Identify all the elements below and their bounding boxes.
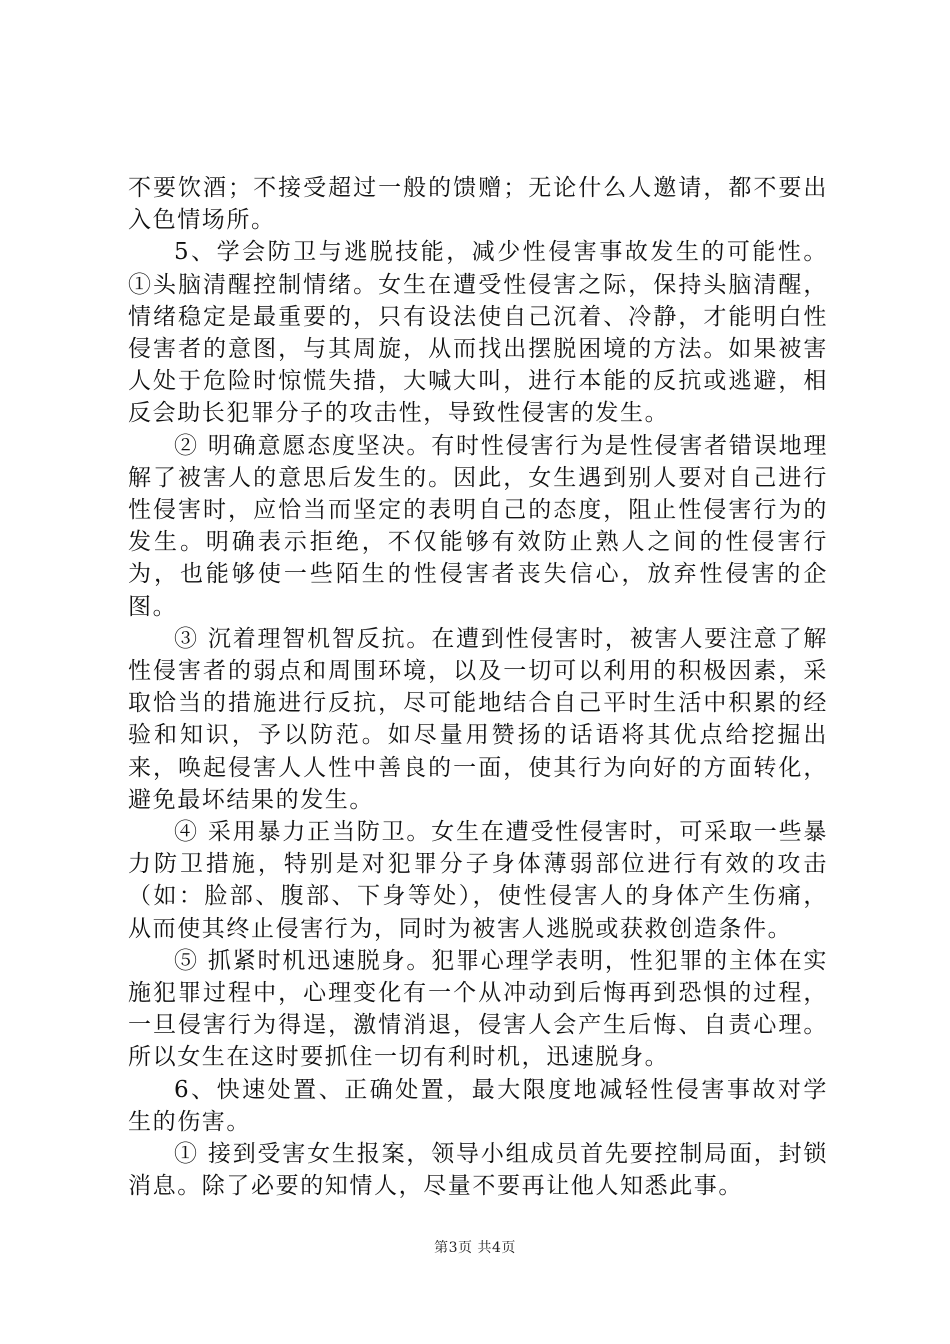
- paragraph-2: 5、学会防卫与逃脱技能，减少性侵害事故发生的可能性。①头脑清醒控制情绪。女生在遭受性侵害之际，保持头脑清醒，情绪稳定是最重要的，只有设法使自己沉着、冷静，才能明白性侵害者的意图，与其周旋，从而找出摆脱困境的方法。如果被害人处于危险时惊慌失措，大喊大叫，进行本能的反抗或逃避，相反会助长犯罪分子的攻击性，导致性侵害的发生。: [128, 239, 828, 427]
- paragraph-4: ③ 沉着理智机智反抗。在遭到性侵害时，被害人要注意了解性侵害者的弱点和周围环境，以及一切可以利用的积极因素，采取恰当的措施进行反抗，尽可能地结合自己平时生活中积累的经验和知识，予以防范。如尽量用赞扬的话语将其优点给挖掘出来，唤起侵害人人性中善良的一面，使其行为向好的方面转化，避免最坏结果的发生。: [128, 625, 828, 813]
- paragraph-6: ⑤ 抓紧时机迅速脱身。犯罪心理学表明，性犯罪的主体在实施犯罪过程中，心理变化有一个从冲动到后悔再到恐惧的过程，一旦侵害行为得逞，激情消退，侵害人会产生后悔、自责心理。所以女生在这时要抓住一切有利时机，迅速脱身。: [128, 947, 828, 1071]
- paragraph-5: ④ 采用暴力正当防卫。女生在遭受性侵害时，可采取一些暴力防卫措施，特别是对犯罪分子身体薄弱部位进行有效的攻击（如：脸部、腹部、下身等处），使性侵害人的身体产生伤痛，从而使其终止侵害行为，同时为被害人逃脱或获救创造条件。: [128, 819, 828, 942]
- paragraph-7: 6、快速处置、正确处置，最大限度地减轻性侵害事故对学生的伤害。: [128, 1076, 828, 1135]
- paragraph-3: ② 明确意愿态度坚决。有时性侵害行为是性侵害者错误地理解了被害人的意思后发生的。因此，女生遇到别人要对自己进行性侵害时，应恰当而坚定的表明自己的态度，阻止性侵害行为的发生。明确表示拒绝，不仅能够有效防止熟人之间的性侵害行为，也能够使一些陌生的性侵害者丧失信心，放弃性侵害的企图。: [128, 432, 828, 620]
- page-footer: 第3页 共4页: [434, 1240, 516, 1256]
- paragraph-8: ① 接到受害女生报案，领导小组成员首先要控制局面，封锁消息。除了必要的知情人，尽量不要再让他人知悉此事。: [128, 1141, 828, 1200]
- document-body: [128, 172, 828, 1203]
- paragraph-1: 不要饮酒；不接受超过一般的馈赠；无论什么人邀请，都不要出入色情场所。: [128, 175, 828, 234]
